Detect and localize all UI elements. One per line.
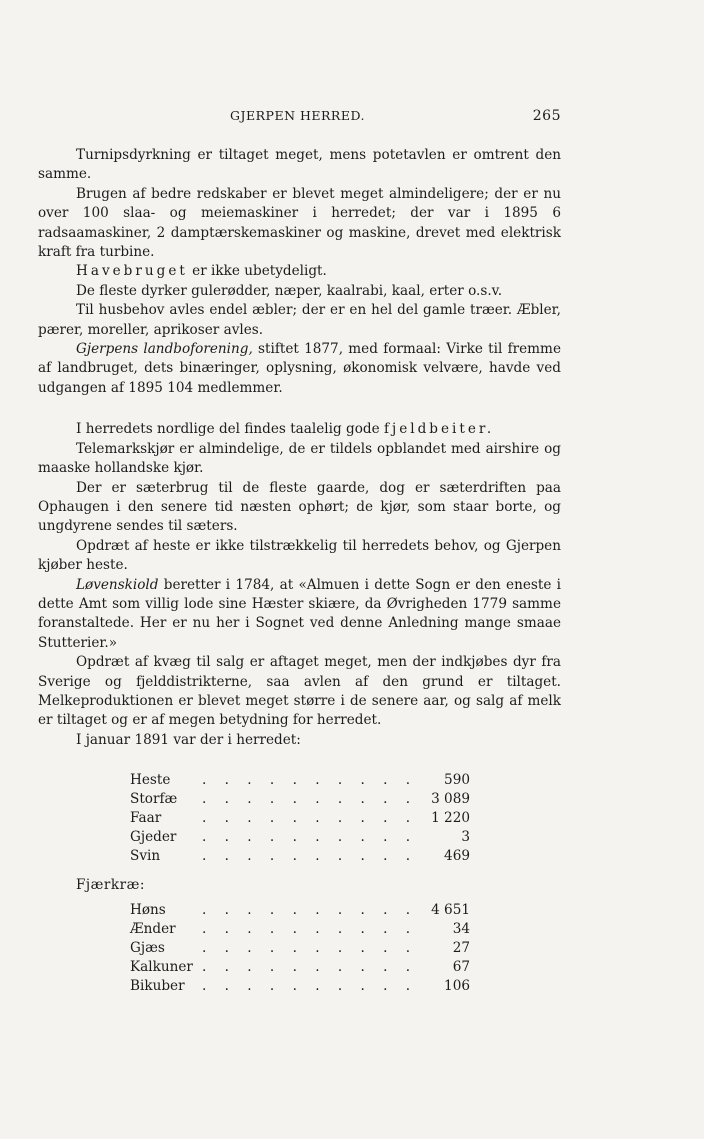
spaced-term: fjeldbeiter. xyxy=(383,421,495,438)
poultry-heading: Fjærkræ: xyxy=(76,877,146,893)
row-value: 27 xyxy=(452,940,470,956)
leader-dots: . . . . . . . . . . xyxy=(202,940,418,956)
paragraph: De fleste dyrker gulerødder, næper, kaalrabi, kaal, erter o.s.v. xyxy=(76,282,503,299)
row-label: Gjæs xyxy=(130,940,165,956)
paragraph: Telemarkskjør er almindelige, de er tildels opblandet med airshire og maaske hollandske kjør. xyxy=(38,440,561,477)
leader-dots: . . . . . . . . . . xyxy=(202,978,418,994)
table-row xyxy=(130,829,470,848)
paragraph-text: er ikke ubetydeligt. xyxy=(187,263,327,280)
row-label: Svin xyxy=(130,848,161,864)
leader-dots: . . . . . . . . . . xyxy=(202,791,418,807)
table-row xyxy=(130,810,470,829)
paragraph xyxy=(38,340,561,398)
table-row xyxy=(130,902,470,921)
italic-term: Løvenskiold xyxy=(76,576,159,593)
row-value: 590 xyxy=(444,772,470,788)
table-row xyxy=(130,848,470,867)
paragraph xyxy=(38,262,561,281)
paragraph-text: I herredets nordlige del findes taalelig gode xyxy=(76,421,384,438)
leader-dots: . . . . . . . . . . xyxy=(202,921,418,937)
row-label: Heste xyxy=(130,772,171,788)
row-value: 3 xyxy=(461,829,470,845)
paragraph: Opdræt af kvæg til salg er aftaget meget, men der indkjøbes dyr fra Sverige og fjelddistrikterne, saa avlen af den grund er tiltaget. Melkeproduktionen er blevet meget større i de senere aar, og salg af melk er tiltaget og er af megen betydning for herredet. xyxy=(38,654,561,729)
row-label: Storfæ xyxy=(130,791,178,807)
row-value: 3 089 xyxy=(431,791,470,807)
row-value: 4 651 xyxy=(431,902,470,918)
paragraph xyxy=(38,576,561,654)
spaced-term: Havebruget xyxy=(76,263,188,280)
paragraph: Brugen af bedre redskaber er blevet meget almindeligere; der er nu over 100 slaa- og meiemaskiner i herredet; der var i 1895 6 radsaamaskiner, 2 damptærskemaskiner og maskine, drevet med elektrisk kraft fra turbine. xyxy=(38,185,561,261)
row-label: Faar xyxy=(130,810,162,826)
page-number: 265 xyxy=(532,108,561,124)
paragraph: Turnipsdyrkning er tiltaget meget, mens potetavlen er omtrent den samme. xyxy=(38,147,561,183)
table-row xyxy=(130,921,470,940)
paragraph: Til husbehov avles endel æbler; der er en hel del gamle træer. Æbler, pærer, moreller, aprikoser avles. xyxy=(38,302,561,338)
row-label: Høns xyxy=(130,902,166,918)
row-value: 67 xyxy=(452,959,470,975)
paragraph: Der er sæterbrug til de fleste gaarde, dog er sæterdriften paa Ophaugen i den senere tid næsten ophørt; de kjør, som staar borte, og ungdyrene sendes til sæters. xyxy=(38,479,561,535)
table-row xyxy=(130,978,470,997)
leader-dots: . . . . . . . . . . xyxy=(202,902,418,918)
row-label: Kalkuner xyxy=(130,959,193,975)
paragraph xyxy=(38,420,561,439)
leader-dots: . . . . . . . . . . xyxy=(202,810,418,826)
leader-dots: . . . . . . . . . . xyxy=(202,848,418,864)
row-label: Ænder xyxy=(130,921,176,937)
row-value: 469 xyxy=(444,848,470,864)
leader-dots: . . . . . . . . . . xyxy=(202,772,418,788)
table-row xyxy=(130,940,470,959)
leader-dots: . . . . . . . . . . xyxy=(202,829,418,845)
row-value: 1 220 xyxy=(431,810,470,826)
body-text xyxy=(38,146,561,750)
row-value: 106 xyxy=(444,978,470,994)
table-row xyxy=(130,791,470,810)
row-label: Gjeder xyxy=(130,829,177,845)
row-label: Bikuber xyxy=(130,978,185,994)
paragraph: Opdræt af heste er ikke tilstrækkelig til herredets behov, og Gjerpen kjøber heste. xyxy=(38,537,561,574)
italic-term: Gjerpens landboforening, xyxy=(76,341,253,358)
table-row xyxy=(130,772,470,791)
row-value: 34 xyxy=(452,921,470,937)
paragraph: I januar 1891 var der i herredet: xyxy=(76,731,301,748)
leader-dots: . . . . . . . . . . xyxy=(202,959,418,975)
header-title: GJERPEN HERRED. xyxy=(230,108,366,123)
paragraph-text: stiftet 1877, med formaal: Virke til fremme af landbruget, dets binæringer, oplysning, økonomisk velvære, havde ved udgangen af 1895 104 medlemmer. xyxy=(38,341,561,396)
table-row xyxy=(130,959,470,978)
paragraph-text: beretter i 1784, at «Almuen i dette Sogn er den eneste i dette Amt som villig lode sine Hæster skiære, da Øvrigheden 1779 samme foranstaltede. Her er nu her i Sognet ved denne Anledning mange smaae Stutterier.» xyxy=(38,576,561,651)
